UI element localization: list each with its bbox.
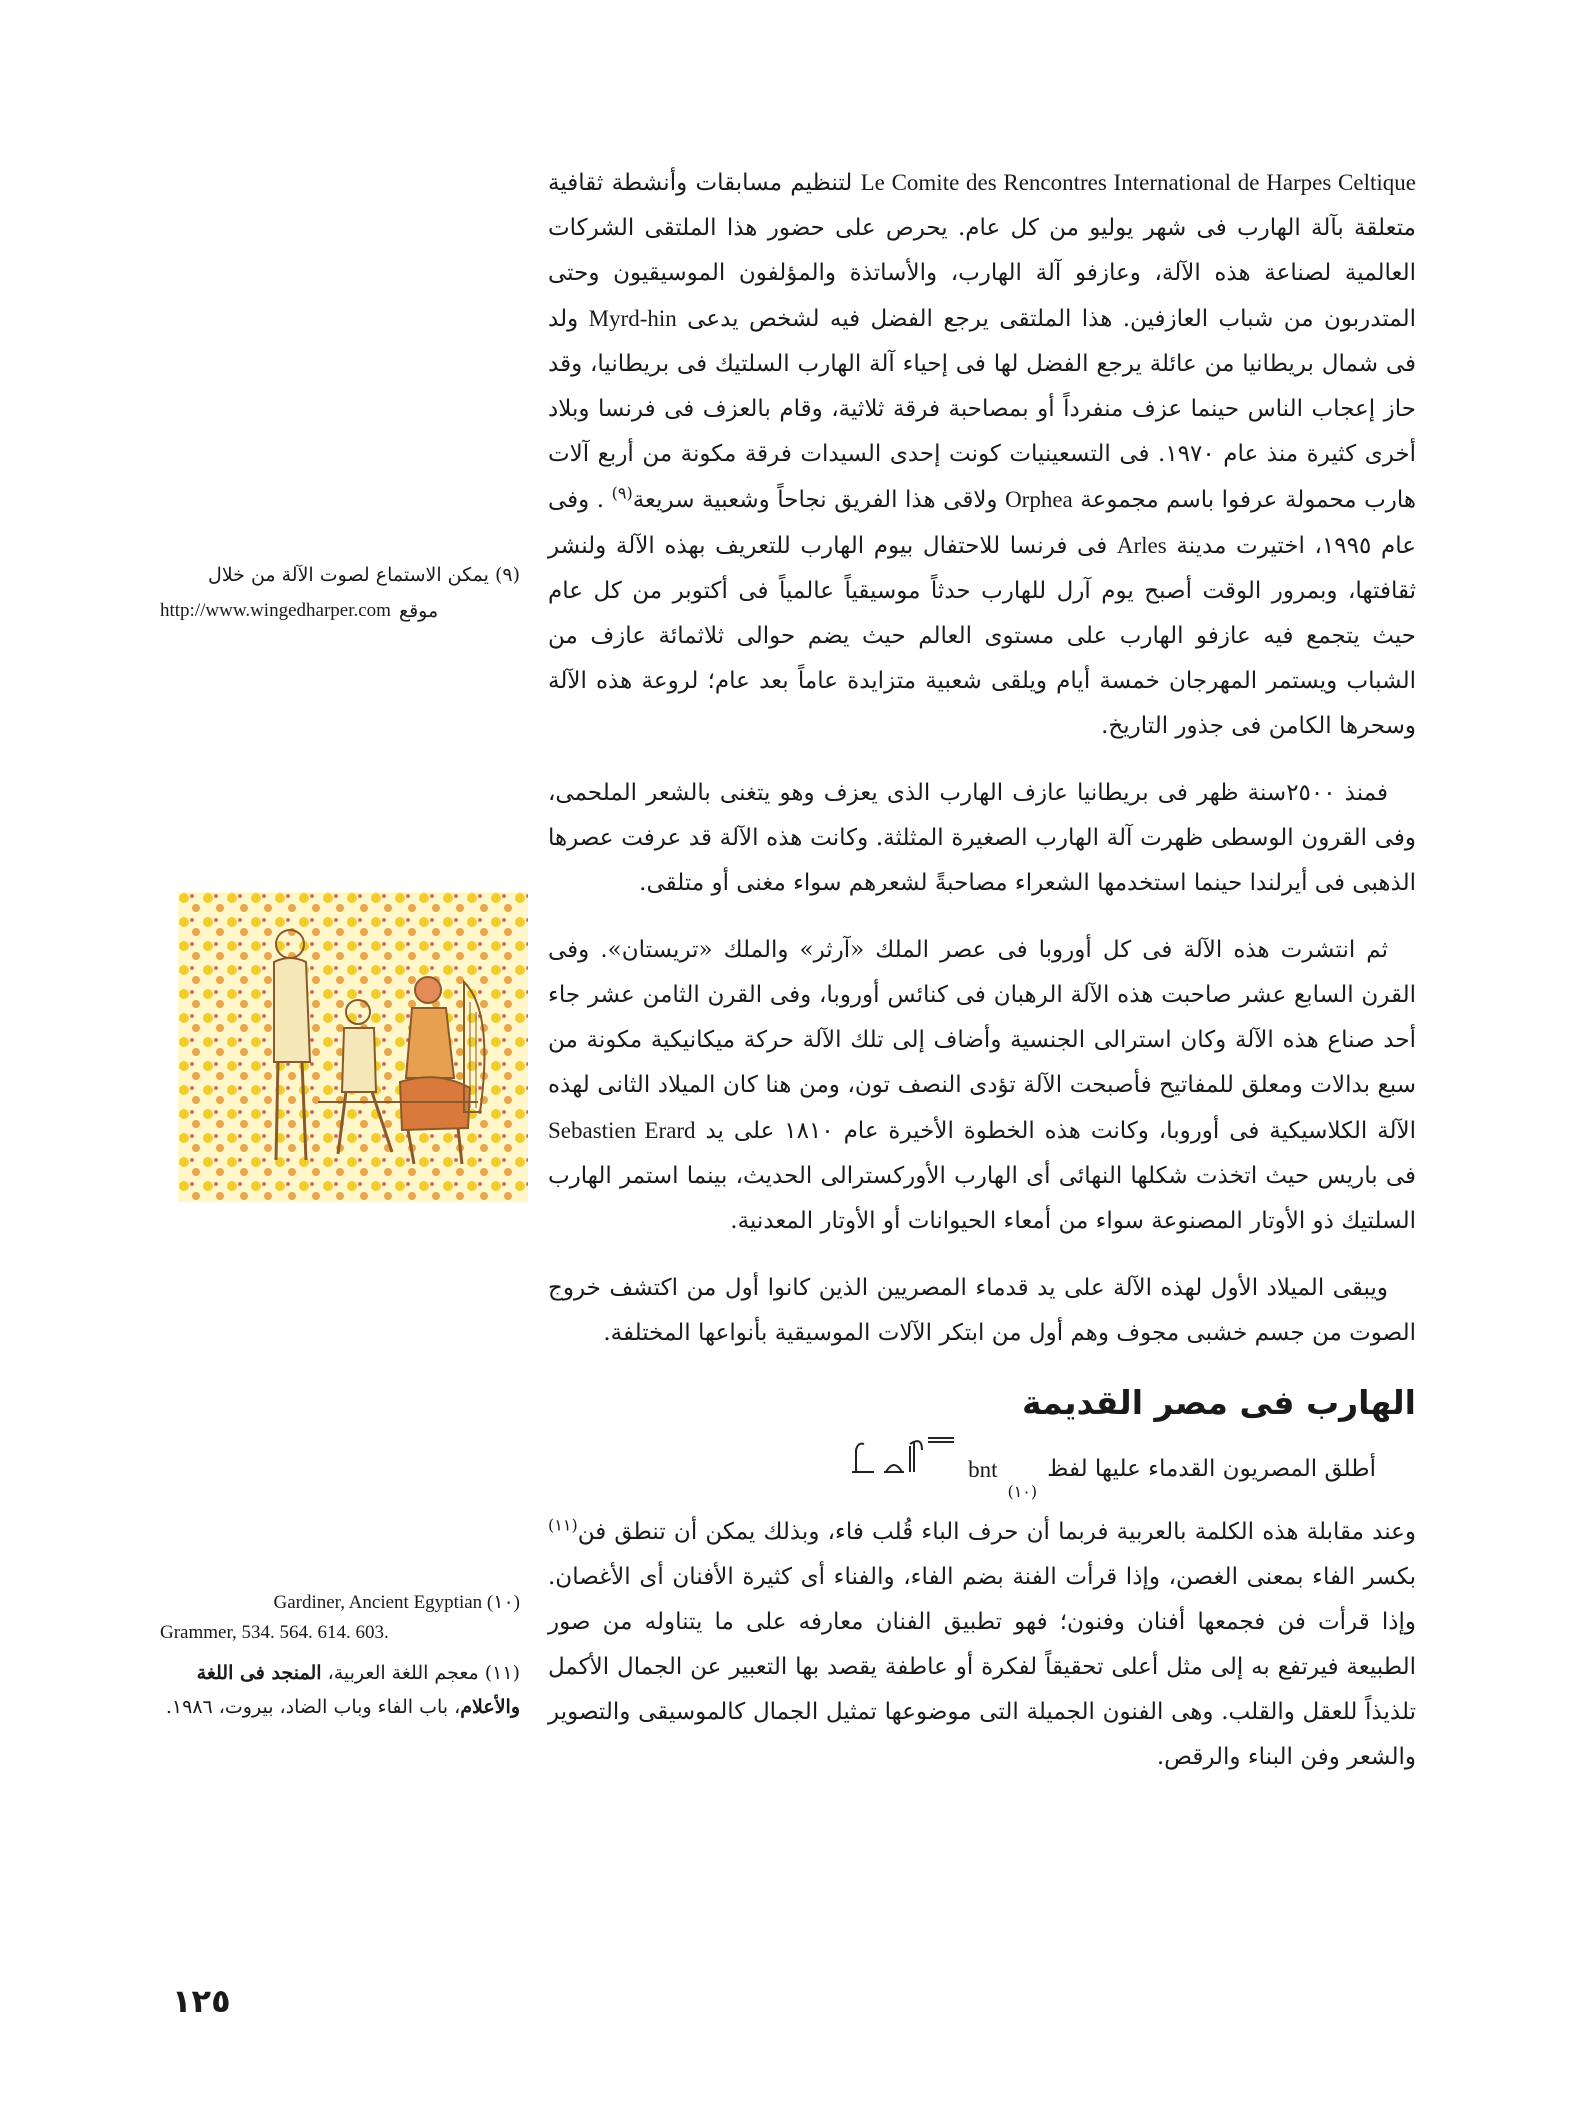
footnote-9-site-label: موقع xyxy=(398,600,439,622)
paragraph-1-text-c: ولاقى هذا الفريق نجاحاً وشعبية سريعة xyxy=(632,487,998,513)
hieroglyph-line: أطلق المصريون القدماء عليها لفظ (١٠) bnt xyxy=(548,1432,1416,1492)
footnote-10 xyxy=(160,1588,520,1654)
hieroglyph-line-text: أطلق المصريون القدماء عليها لفظ xyxy=(1047,1456,1376,1482)
city-name: Arles xyxy=(1116,533,1167,558)
footnote-9-url[interactable]: http://www.wingedharper.com xyxy=(160,600,391,621)
organization-name: Le Comite des Rencontres International de Harpes Celtique xyxy=(860,170,1416,195)
footnote-11-text-b: ، باب الفاء وباب الضاد، بيروت، ١٩٨٦. xyxy=(165,1696,461,1718)
page-number: ١٢٥ xyxy=(172,1982,231,2020)
footnote-11-text-a: معجم اللغة العربية، xyxy=(327,1662,479,1684)
paragraph-5-text-b: بكسر الفاء بمعنى الغصن، وإذا قرأت الفنة بضم الفاء، والفناء أى كثيرة الأفنان أى الأغصان. وإذا قرأت فن فجمعها أفنان وفنون؛ فهو تطبيق الفنان معارفه على ما يتناوله من صور الطبيعة فيرتفع به إلى مثل أعلى تحقيقاً لفكرة أو عاطفة يقصد بها التعبير عن الجمال الأكمل تلذيذاً للعقل والقلب. وهى الفنون الجميلة التى موضوعها تمثيل الجمال كالموسيقى والتصوير والشعر وفن البناء والرقص. xyxy=(548,1564,1416,1770)
paragraph-3-text-a: ثم انتشرت هذه الآلة فى كل أوروبا فى عصر الملك «آرثر» والملك «تريستان». وفى القرن السابع عشر صاحبت هذه الآلة الرهبان فى كنائس أوروبا، وفى القرن الثامن عشر جاء أحد صناع هذه الآلة وكان استرالى الجنسية وأضاف إلى تلك الآلة حركة ميكانيكية مكونة من سبع بدالات ومعلق للمفاتيح فأصبحت الآلة تؤدى النصف تون، ومن هنا كان الميلاد الثانى لهذه الآلة الكلاسيكية فى أوروبا، وكانت هذه الخطوة الأخيرة عام ١٨١٠ على يد xyxy=(548,937,1417,1144)
paragraph-3-text-b: فى باريس حيث اتخذت شكلها النهائى أى الهارب الأوركسترالى الحديث، بينما استمر الهارب السلتيك ذو الأوتار المصنوعة سواء من أمعاء الحيوانات أو الأوتار المعدنية. xyxy=(548,1163,1416,1234)
person-name: Myrd-hin xyxy=(588,306,677,331)
paragraph-4: ويبقى الميلاد الأول لهذه الآلة على يد قدماء المصريين الذين كانوا أول من اكتشف خروج الصوت من جسم خشبى مجوف وهم أول من ابتكر الآلات الموسيقية بأنواعها المختلفة. xyxy=(548,1275,1416,1346)
footnote-9-text: (٩) يمكن الاستماع لصوت الآلة من خلال xyxy=(208,564,520,586)
paragraph-1-text-b: ولد فى شمال بريطانيا من عائلة يرجع الفضل لها فى إحياء آلة الهارب السلتيك فى بريطانيا، وقد حاز إعجاب الناس حينما عزف منفرداً أو بمصاحبة فرقة ثلاثية، وقام بالعزف فى فرنسا وبلاد أخرى كثيرة منذ عام ١٩٧٠. فى التسعينيات كونت إحدى السيدات فرقة مكونة من أربع آلات هارب محمولة عرفوا باسم مجموعة xyxy=(548,306,1416,513)
footnote-9 xyxy=(160,560,520,632)
footnote-9-url-line xyxy=(160,596,520,626)
footnote-10-line2: Grammer, 534. 564. 614. 603. xyxy=(160,1622,389,1643)
paragraph-1-start: لتنظيم مسابقات وأنشطة xyxy=(611,170,853,196)
main-text-column xyxy=(548,160,1416,1802)
maker-name: Sebastien Erard xyxy=(548,1118,696,1143)
paragraph-1-text-a: ثقافية متعلقة بآلة الهارب فى شهر يوليو من كل عام. يحرص على حضور هذا الملتقى الشركات العالمية لصناعة هذه الآلة، وعازفو آلة الهارب، والأساتذة والمؤلفون الموسيقيون وحتى المتدربون من شباب العازفين. هذا الملتقى يرجع الفضل فيه لشخص يدعى xyxy=(548,170,1416,332)
paragraph-1 xyxy=(548,160,1416,749)
section-heading: الهارب فى مصر القديمة xyxy=(1021,1383,1416,1422)
paragraph-2: فمنذ ٢٥٠٠سنة ظهر فى بريطانيا عازف الهارب الذى يعزف وهو يتغنى بالشعر الملحمى، وفى القرون الوسطى ظهرت آلة الهارب الصغيرة المثلثة. وكانت هذه الآلة قد عرفت عصرها الذهبى فى أيرلندا حينما استخدمها الشعراء مصاحبةً لشعرهم سواء مغنى أو متلقى. xyxy=(548,780,1416,896)
harp-players-illustration xyxy=(178,892,528,1202)
footnote-11 xyxy=(160,1656,520,1730)
group-name: Orphea xyxy=(1005,487,1073,512)
paragraph-5 xyxy=(548,1510,1416,1780)
footnote-10-line1: Gardiner, Ancient Egyptian (١٠) xyxy=(273,1592,520,1613)
transliteration: bnt xyxy=(968,1457,998,1482)
footnote-ref-11[interactable]: (١١) xyxy=(548,1515,578,1535)
paragraph-1-text-e: فى فرنسا للاحتفال بيوم الهارب للتعريف بهذه الآلة ولنشر ثقافتها، وبمرور الوقت أصبح يوم آرل للهارب حدثاً موسيقياً عالمياً فى أكتوبر من كل عام حيث يتجمع فيه عازفو الهارب على مستوى العالم حيث يضم حوالى ثلاثمائة عازف من الشباب ويستمر المهرجان خمسة أيام ويلقى شعبية متزايدة عاماً بعد عام؛ لروعة هذه الآلة وسحرها الكامن فى جذور التاريخ. xyxy=(548,533,1416,739)
paragraph-3 xyxy=(548,928,1416,1244)
hieroglyph-icon xyxy=(848,1432,958,1492)
footnote-11-body xyxy=(160,1656,520,1724)
footnote-ref-9[interactable]: (٩) xyxy=(611,483,633,503)
paragraph-5-text-a: وعند مقابلة هذه الكلمة بالعربية فربما أن حرف الباء قُلب فاء، وبذلك يمكن أن تنطق فن xyxy=(577,1519,1416,1545)
footnote-11-book-title: المنجد فى اللغة والأعلام xyxy=(196,1662,520,1718)
paragraph-1-text-d: . وفى عام ١٩٩٥، اختيرت مدينة xyxy=(548,487,1416,559)
footnote-11-number: (١١) xyxy=(484,1662,520,1684)
